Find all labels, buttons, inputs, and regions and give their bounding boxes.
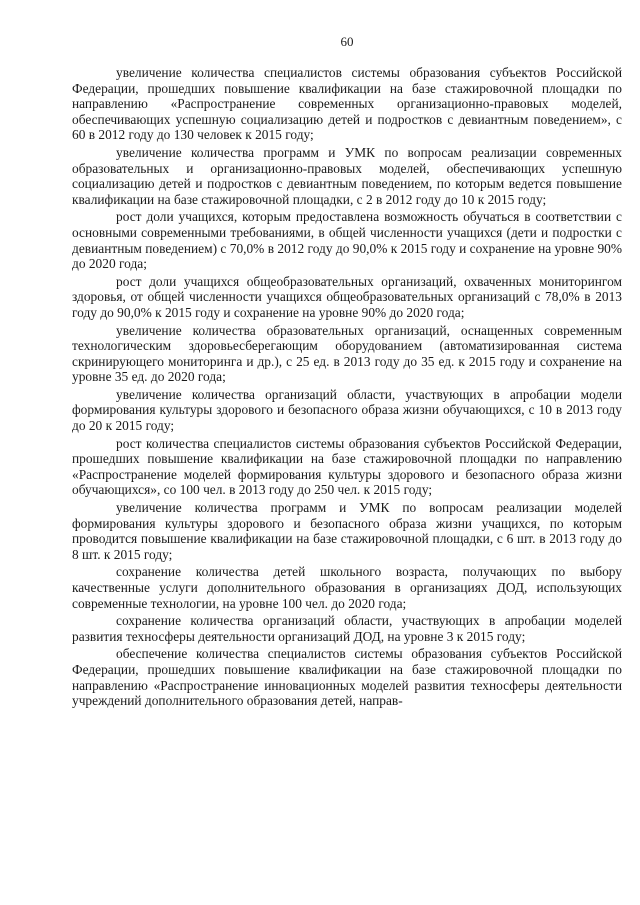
paragraph-5: увеличение количества образовательных организаций, оснащенных современным технологическим здоровьесберегающим оборудованием (автоматизированная система скринирующего мониторинга и др.), с 25 ед. в 2013 году до 35 ед. к 2015 году и сохранение на уровне 35 ед. до 2020 года; bbox=[72, 322, 622, 385]
paragraph-2: увеличение количества программ и УМК по вопросам реализации современных образовательных и организационно-правовых моделей, обеспечивающих успешную социализацию детей и подростков с девиантным поведением, по которым ведется повышение квалификации на базе стажировочной площадки, с 2 в 2012 году до 10 к 2015 году; bbox=[72, 144, 622, 207]
paragraph-1: увеличение количества специалистов системы образования субъектов Российской Федерации, прошедших повышение квалификации на базе стажировочной площадки по направлению «Распространение современных организационно-правовых моделей, обеспечивающих успешную социализацию детей и подростков с девиантным поведением», с 60 в 2012 году до 130 человек к 2015 году; bbox=[72, 65, 622, 143]
paragraph-3: рост доли учащихся, которым предоставлена возможность обучаться в соответствии с основными современными требованиями, в общей численности учащихся (дети и подростки с девиантным поведением) с 70,0% в 2012 году до 90,0% к 2015 году и сохранение на уровне 90% до 2020 года; bbox=[72, 209, 622, 272]
document-body bbox=[72, 65, 622, 709]
paragraph-4: рост доли учащихся общеобразовательных организаций, охваченных мониторингом здоровья, от общей численности учащихся общеобразовательных организаций с 78,0% в 2013 году до 90,0% к 2015 году и сохранение на уровне 90% до 2020 года; bbox=[72, 273, 622, 320]
paragraph-7: рост количества специалистов системы образования субъектов Российской Федерации, прошедших повышение квалификации на базе стажировочной площадки по направлению «Распространение моделей формирования культуры здорового и безопасного образа жизни обучающихся», со 100 чел. в 2013 году до 250 чел. к 2015 году; bbox=[72, 435, 622, 498]
paragraph-11: обеспечение количества специалистов системы образования субъектов Российской Федерации, прошедших повышение квалификации на базе стажировочной площадки по направлению «Распространение инновационных моделей развития техносферы деятельности учреждений дополнительного образования детей, направ- bbox=[72, 646, 622, 709]
paragraph-8: увеличение количества программ и УМК по вопросам реализации моделей формирования культуры здорового и безопасного образа жизни учащихся, по которым проводится повышение квалификации на базе стажировочной площадки, с 6 шт. в 2013 году до 8 шт. к 2015 году; bbox=[72, 500, 622, 562]
page-number: 60 bbox=[340, 34, 354, 49]
paragraph-9: сохранение количества детей школьного возраста, получающих по выбору качественные услуги дополнительного образования в организациях ДОД, использующих современные технологии, на уровне 100 чел. до 2020 года; bbox=[72, 564, 622, 611]
paragraph-6: увеличение количества организаций области, участвующих в апробации модели формирования культуры здорового и безопасного образа жизни обучающихся, с 10 в 2013 году до 20 к 2015 году; bbox=[72, 386, 622, 434]
paragraph-10: сохранение количества организаций области, участвующих в апробации моделей развития техносферы деятельности организаций ДОД, на уровне 3 к 2015 году; bbox=[72, 613, 622, 644]
